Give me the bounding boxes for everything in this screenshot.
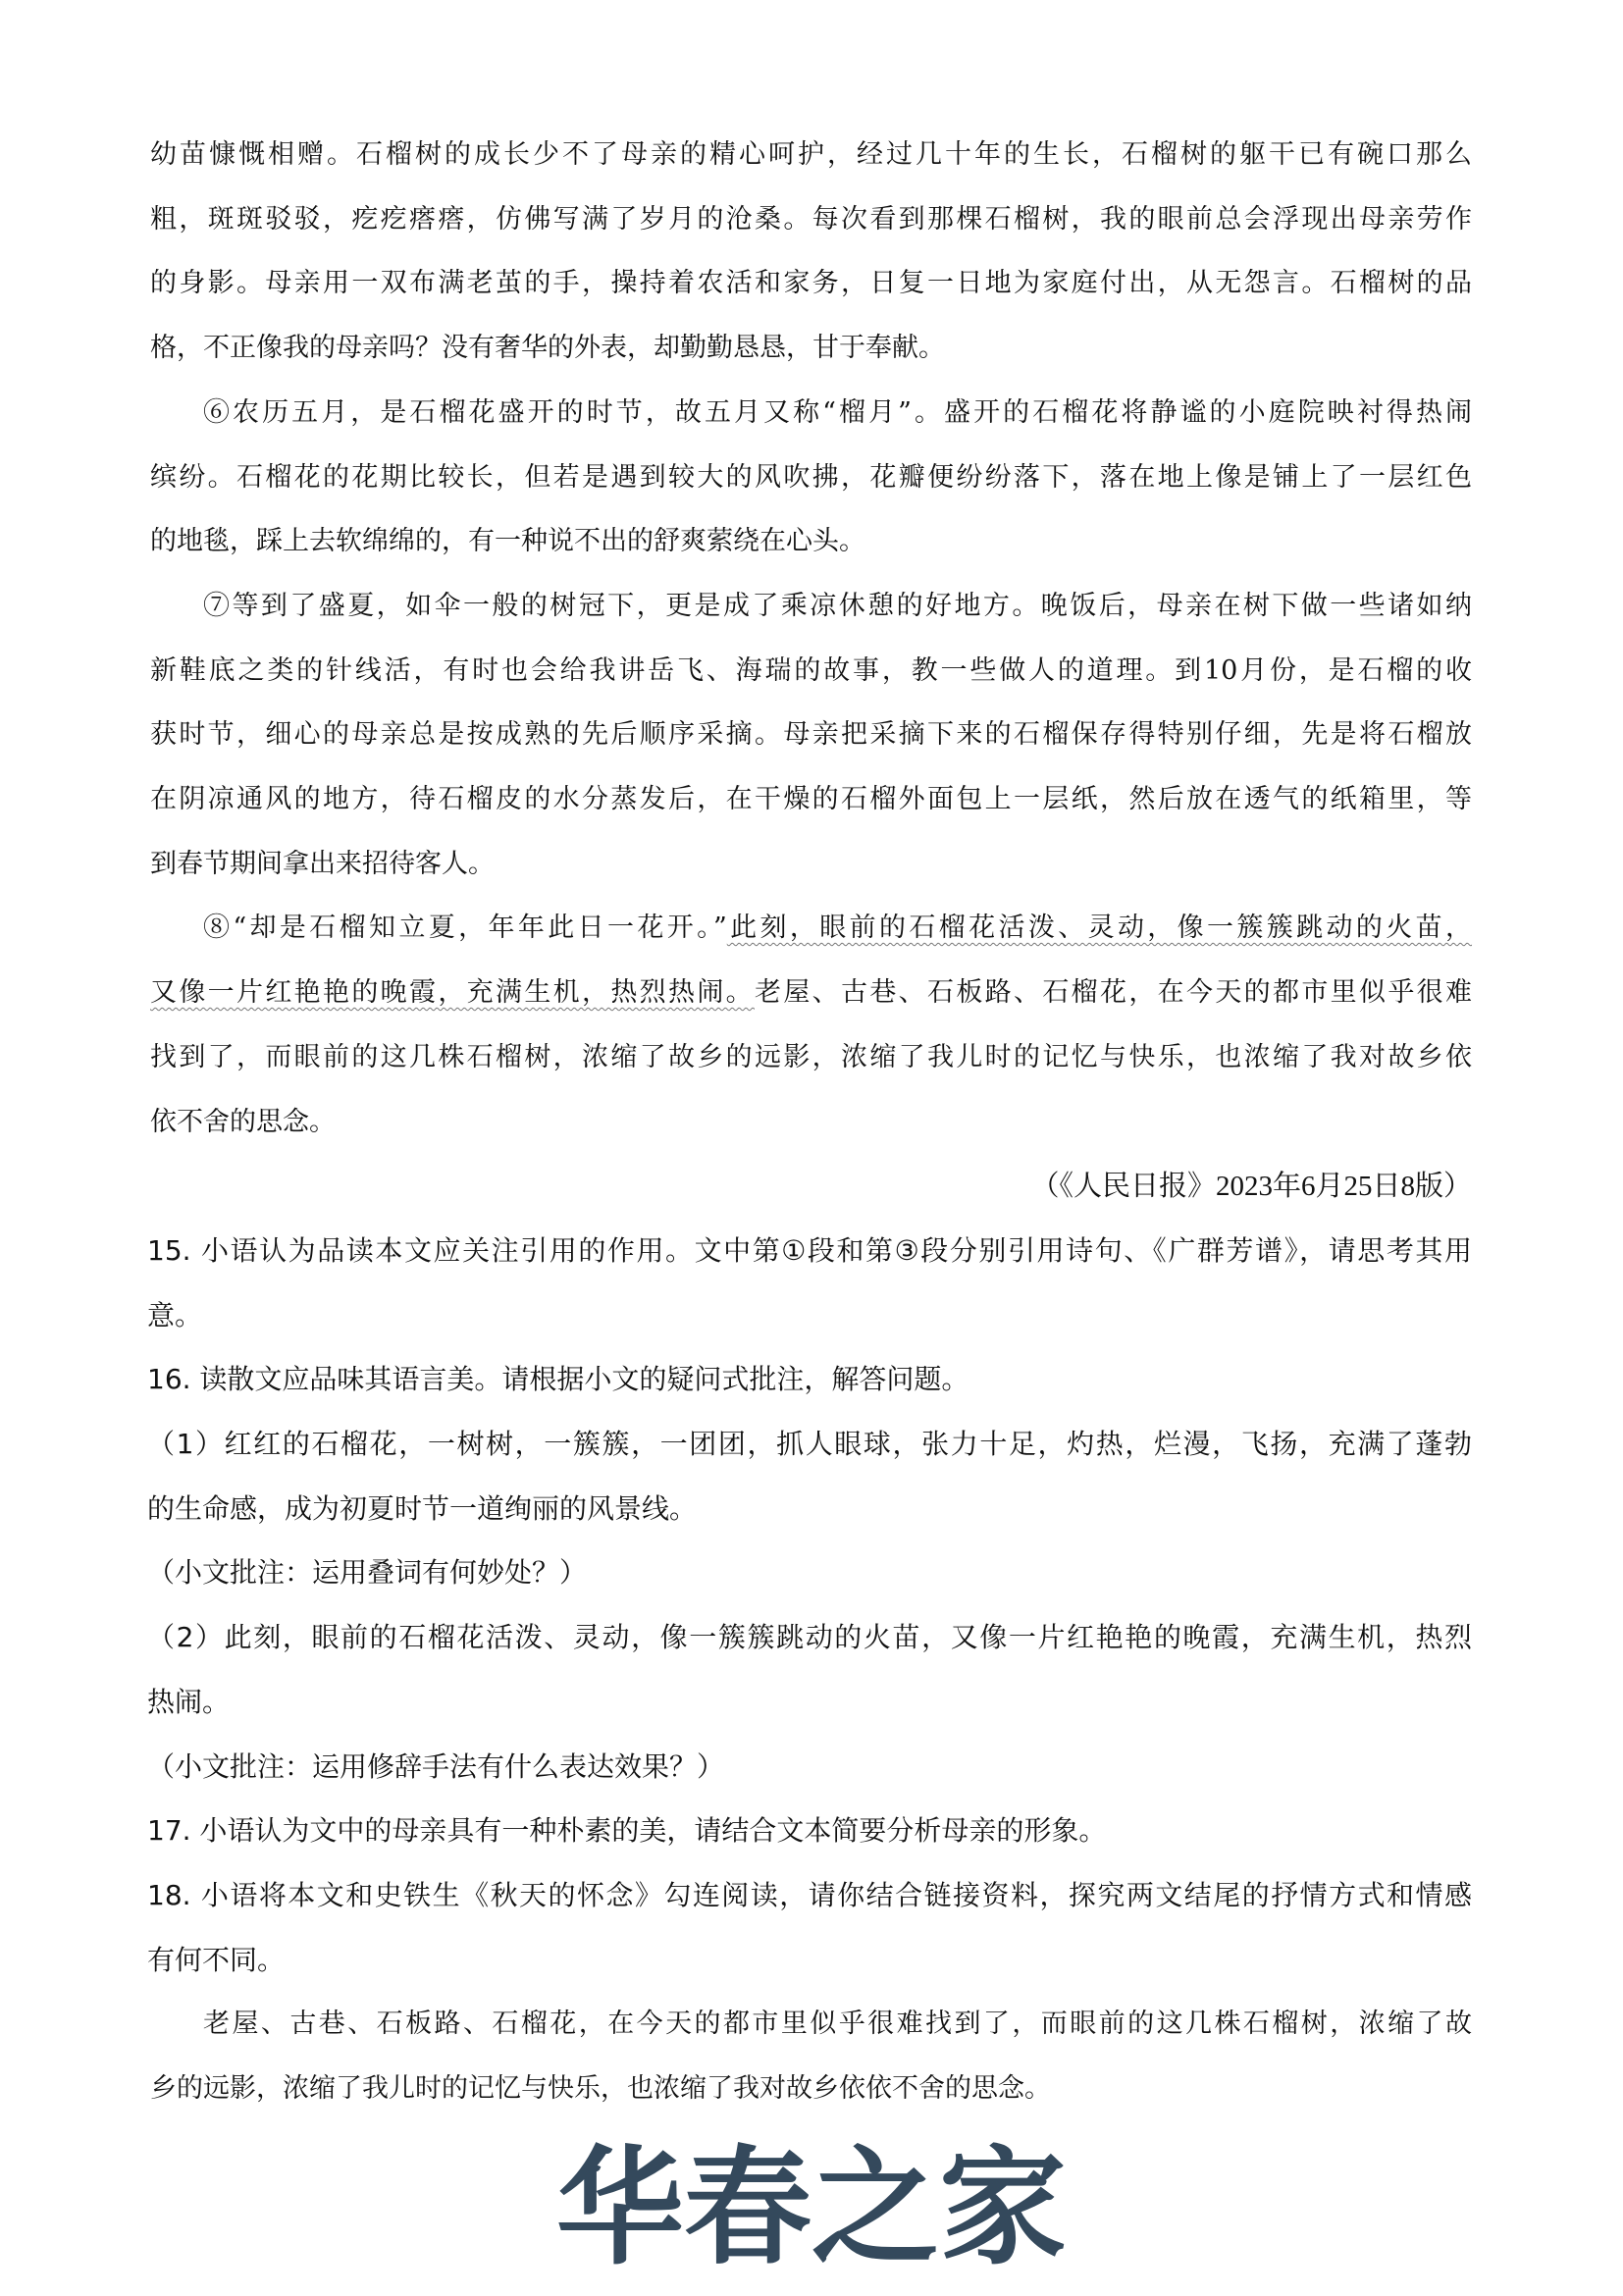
text-line bbox=[150, 458, 1472, 497]
text-line bbox=[150, 1038, 1472, 1077]
text-segment: 17. 小语认为文中的母亲具有一种朴素的美，请结合文本简要分析母亲的形象。 bbox=[147, 1814, 1107, 1847]
question-line bbox=[147, 1553, 1472, 1592]
text-segment: ⑦等到了盛夏，如伞一般的树冠下，更是成了乘凉休憩的好地方。晚饭后，母亲在树下做一些诸如纳 bbox=[203, 591, 1472, 621]
text-line bbox=[203, 909, 1472, 948]
text-segment: 乡的远影，浓缩了我儿时的记忆与快乐，也浓缩了我对故乡依依不舍的思念。 bbox=[150, 2073, 1051, 2104]
question-line bbox=[147, 1618, 1472, 1657]
underlined-text: 又像一片红艳艳的晚霞，充满生机，热烈热闹。 bbox=[150, 977, 755, 1008]
text-segment: ⑧“却是石榴知立夏，年年此日一花开。” bbox=[203, 913, 727, 943]
watermark: 华春之家 bbox=[555, 2133, 1067, 2282]
text-segment: 的地毯，踩上去软绵绵的，有一种说不出的舒爽萦绕在心头。 bbox=[150, 526, 865, 556]
text-segment: 到春节期间拿出来招待客人。 bbox=[150, 849, 495, 879]
text-line bbox=[150, 715, 1472, 755]
text-segment: （小文批注：运用修辞手法有什么表达效果？） bbox=[147, 1750, 725, 1783]
text-line bbox=[203, 393, 1472, 433]
text-segment: 缤纷。石榴花的花期比较长，但若是遇到较大的风吹拂，花瓣便纷纷落下，落在地上像是铺上了一层红色 bbox=[150, 462, 1472, 493]
text-line bbox=[150, 780, 1472, 819]
text-segment: 粗，斑斑驳驳，疙疙瘩瘩，仿佛写满了岁月的沧桑。每次看到那棵石榴树，我的眼前总会浮现出母亲劳作 bbox=[150, 204, 1472, 235]
text-segment: 格，不正像我的母亲吗？没有奢华的外表，却勤勤恳恳，甘于奉献。 bbox=[150, 333, 945, 363]
question-line bbox=[147, 1748, 1472, 1787]
text-line bbox=[150, 200, 1472, 239]
underlined-text: 此刻，眼前的石榴花活泼、灵动，像一簇簇跳动的火苗， bbox=[726, 913, 1473, 943]
text-segment: 15. 小语认为品读本文应关注引用的作用。文中第①段和第③段分别引用诗句、《广群芳谱》，请思考其用 bbox=[147, 1234, 1472, 1267]
question-line bbox=[147, 1296, 1472, 1335]
text-segment: 热闹。 bbox=[147, 1686, 231, 1718]
text-segment: （1）红红的石榴花，一树树，一簇簇，一团团，抓人眼球，张力十足，灼热，烂漫，飞扬，充满了蓬勃 bbox=[147, 1428, 1472, 1460]
text-line bbox=[150, 2069, 1472, 2109]
source-citation bbox=[150, 1167, 1472, 1206]
text-line bbox=[150, 522, 1472, 561]
text-segment: 16. 读散文应品味其语言美。请根据小文的疑问式批注，解答问题。 bbox=[147, 1363, 969, 1395]
question-line bbox=[147, 1683, 1472, 1722]
text-line bbox=[150, 652, 1472, 691]
question-line bbox=[147, 1360, 1472, 1399]
text-segment: 幼苗慷慨相赠。石榴树的成长少不了母亲的精心呵护，经过几十年的生长，石榴树的躯干已有碗口那么 bbox=[150, 139, 1472, 170]
text-line bbox=[150, 845, 1472, 884]
text-segment: 意。 bbox=[147, 1299, 203, 1331]
text-segment: 的生命感，成为初夏时节一道绚丽的风景线。 bbox=[147, 1492, 698, 1525]
text-segment: ⑥农历五月，是石榴花盛开的时节，故五月又称“榴月”。盛开的石榴花将静谧的小庭院映衬得热闹 bbox=[203, 397, 1472, 428]
question-line bbox=[147, 1425, 1472, 1464]
text-line bbox=[150, 329, 1472, 368]
text-segment: 在阴凉通风的地方，待石榴皮的水分蒸发后，在干燥的石榴外面包上一层纸，然后放在透气的纸箱里，等 bbox=[150, 784, 1472, 814]
text-segment: 新鞋底之类的针线活，有时也会给我讲岳飞、海瑞的故事，教一些做人的道理。到10月份，是石榴的收 bbox=[150, 655, 1472, 686]
text-segment: （《人民日报》2023年6月25日8版） bbox=[1030, 1171, 1472, 1202]
question-line bbox=[147, 1811, 1472, 1851]
text-segment: 获时节，细心的母亲总是按成熟的先后顺序采摘。母亲把采摘下来的石榴保存得特别仔细，先是将石榴放 bbox=[150, 719, 1472, 750]
text-segment: 有何不同。 bbox=[147, 1944, 286, 1976]
text-segment: （小文批注：运用叠词有何妙处？） bbox=[147, 1556, 588, 1589]
question-line bbox=[147, 1941, 1472, 1980]
text-line bbox=[150, 264, 1472, 303]
text-segment: 老屋、古巷、石板路、石榴花，在今天的都市里似乎很难 bbox=[755, 977, 1472, 1008]
text-segment: 18. 小语将本文和史铁生《秋天的怀念》勾连阅读，请你结合链接资料，探究两文结尾的抒情方式和情感 bbox=[147, 1879, 1472, 1911]
text-segment: 老屋、古巷、石板路、石榴花，在今天的都市里似乎很难找到了，而眼前的这几株石榴树，浓缩了故 bbox=[203, 2009, 1472, 2039]
question-line bbox=[147, 1231, 1472, 1271]
text-line bbox=[150, 135, 1472, 175]
text-segment: （2）此刻，眼前的石榴花活泼、灵动，像一簇簇跳动的火苗，又像一片红艳艳的晚霞，充满生机，热烈 bbox=[147, 1621, 1472, 1653]
text-line bbox=[203, 587, 1472, 626]
text-segment: 找到了，而眼前的这几株石榴树，浓缩了故乡的远影，浓缩了我儿时的记忆与快乐，也浓缩了我对故乡依 bbox=[150, 1042, 1472, 1072]
text-line bbox=[203, 2005, 1472, 2044]
text-line bbox=[150, 1103, 1472, 1142]
question-line bbox=[147, 1489, 1472, 1529]
text-segment: 依不舍的思念。 bbox=[150, 1107, 336, 1137]
question-line bbox=[147, 1876, 1472, 1915]
text-line bbox=[150, 973, 1472, 1013]
text-segment: 的身影。母亲用一双布满老茧的手，操持着农活和家务，日复一日地为家庭付出，从无怨言。石榴树的品 bbox=[150, 268, 1472, 298]
